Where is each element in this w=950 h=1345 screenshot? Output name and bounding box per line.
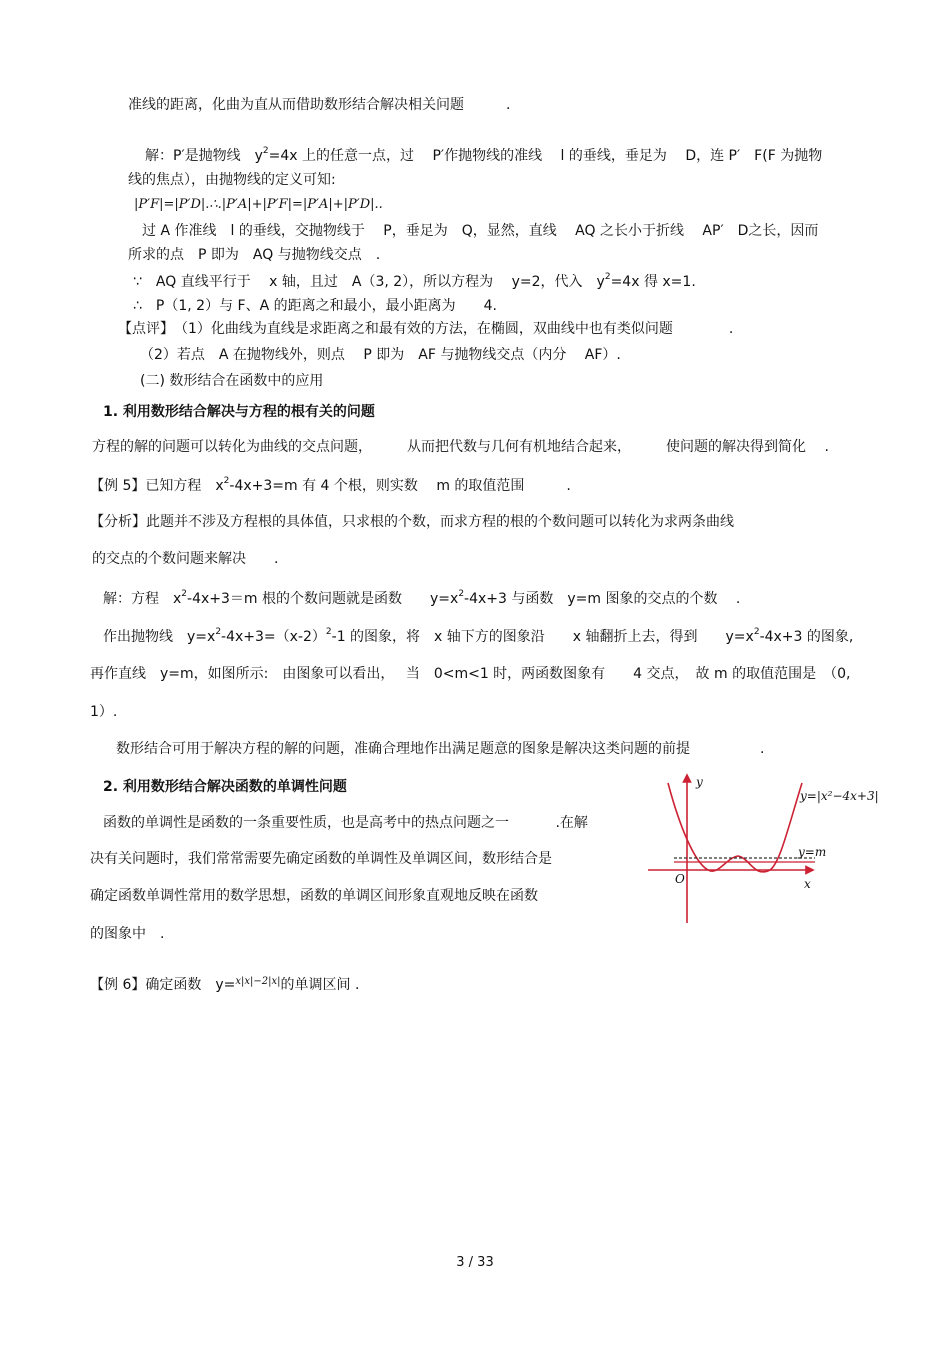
origin-label: O bbox=[675, 872, 685, 886]
section-heading-1: 1. 利用数形结合解决与方程的根有关的问题 bbox=[103, 404, 375, 420]
text-line: 函数的单调性是函数的一条重要性质，也是高考中的热点问题之一 .在解 bbox=[103, 815, 588, 831]
text-line: ∵ AQ 直线平行于 x 轴，且过 A（3, 2），所以方程为 y=2，代入 $y^2=4x$ 得 x=1. bbox=[133, 272, 696, 290]
text-line: 准线的距离，化曲为直从而借助数形结合解决相关问题 . bbox=[128, 97, 511, 113]
analysis-line: 【分析】此题并不涉及方程根的具体值，只求根的个数，而求方程的根的个数问题可以转化为求两条曲线 bbox=[90, 514, 734, 530]
section-subtitle: (二) 数形结合在函数中的应用 bbox=[140, 373, 324, 389]
comment-line: 【点评】 （1）化曲线为直线是求距离之和最有效的方法，在椭圆，双曲线中也有类似问题 . bbox=[118, 321, 734, 337]
section-heading-2: 2. 利用数形结合解决函数的单调性问题 bbox=[103, 779, 347, 795]
page-number: 3 / 33 bbox=[456, 1255, 494, 1270]
formula-line: |P′F|=|P′D|.∴.|P′A|+|P′F|=|P′A|+|P′D|.. bbox=[134, 197, 383, 212]
text-line: 过 A 作准线 l 的垂线，交抛物线于 P，垂足为 Q，显然，直线 AQ 之长小于折线 AP′ D之长，因而 bbox=[142, 223, 819, 239]
text-line: 再作直线 y=m，如图所示: 由图象可以看出， 当 0<m<1 时，两函数图象有 4 交点， 故 m 的取值范围是 （0, bbox=[90, 666, 851, 682]
text-line: （2）若点 A 在抛物线外，则点 P 即为 AF 与抛物线交点（内分 AF）. bbox=[140, 347, 621, 363]
solution-line: 解：方程 $x^2-4x+3=m$ 根的个数问题就是函数 $y=x^2-4x+3$ 与函数 y=m 图象的交点的个数 . bbox=[103, 589, 741, 607]
text-line: 决有关问题时，我们常常需要先确定函数的单调性及单调区间，数形结合是 bbox=[90, 851, 552, 867]
text-line: 所求的点 P 即为 AQ 与抛物线交点 . bbox=[128, 247, 381, 263]
text-line: 1）. bbox=[90, 704, 118, 720]
example-5: 【例 5】已知方程 $x^2-4x+3=m$ 有 4 个根，则实数 m 的取值范围 . bbox=[90, 476, 571, 494]
example-6: 【例 6】确定函数 y=$^{x|x|-2|x|}$的单调区间 . bbox=[90, 976, 360, 993]
text-line: 数形结合可用于解决方程的解的问题，准确合理地作出满足题意的图象是解决这类问题的前提 . bbox=[116, 741, 765, 757]
solution-line: 解：P′是抛物线 $y^2=4x$ 上的任意一点，过 P′作抛物线的准线 l 的垂线，垂足为 D，连 P′ F(F 为抛物 bbox=[145, 146, 823, 164]
x-axis-label: x bbox=[804, 877, 811, 891]
text-line: ∴ P（1, 2）与 F、A 的距离之和最小，最小距离为 4. bbox=[133, 298, 497, 314]
text-line: 作出抛物线 $y=x^2-4x+3=(x-2)^2-1$ 的图象，将 x 轴下方的图象沿 x 轴翻折上去，得到 $y=x^2-4x+3$ 的图象, bbox=[103, 627, 854, 645]
text-line: 的交点的个数问题来解决 . bbox=[92, 551, 279, 567]
text-line: 方程的解的问题可以转化为曲线的交点问题， 从而把代数与几何有机地结合起来， 使问题的解决得到简化 . bbox=[92, 439, 829, 455]
graph-svg bbox=[640, 768, 900, 928]
text-line: 的图象中 . bbox=[90, 926, 165, 942]
text-line: 确定函数单调性常用的数学思想，函数的单调区间形象直观地反映在函数 bbox=[90, 888, 538, 904]
function-graph bbox=[640, 768, 900, 928]
y-axis-label: y bbox=[696, 775, 703, 789]
line-label: y=m bbox=[798, 845, 827, 859]
curve-label: y=|x²−4x+3| bbox=[800, 789, 879, 803]
text-line: 线的焦点），由抛物线的定义可知: bbox=[128, 172, 336, 188]
